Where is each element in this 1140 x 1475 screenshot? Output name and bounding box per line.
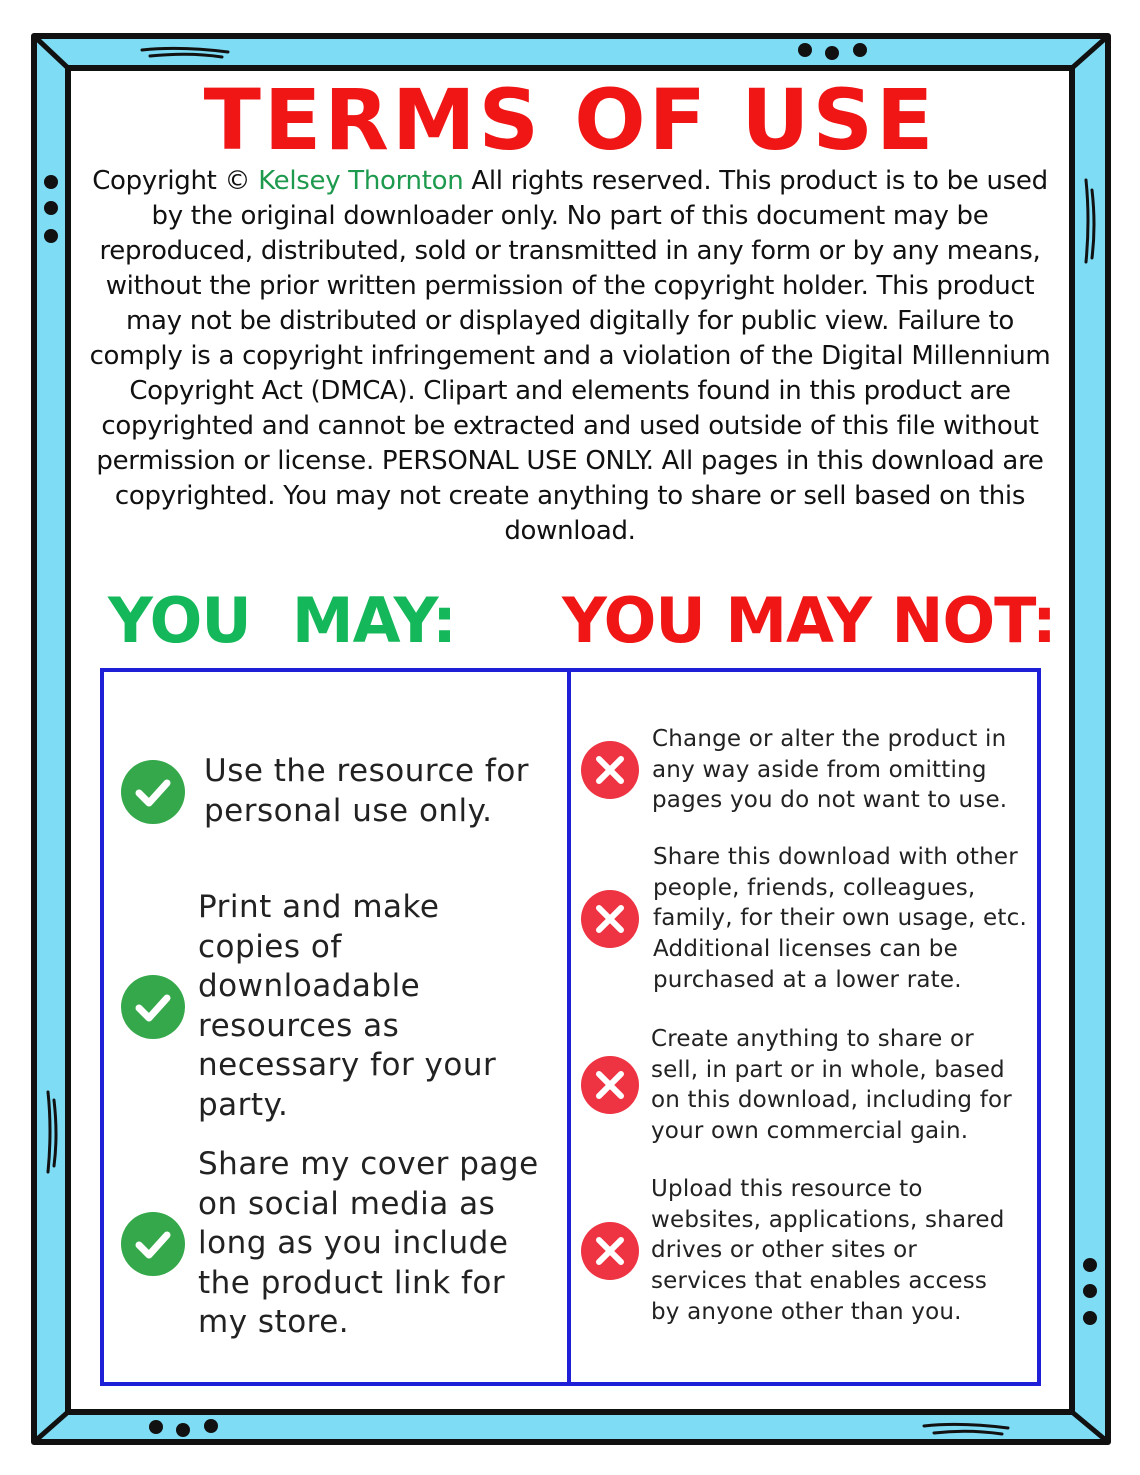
may-item [120,888,550,1125]
x-circle-icon [580,1055,640,1115]
may-not-item [580,842,1035,996]
may-not-item-text: Upload this resource to websites, applications, shared drives or other sites or services that enables access by anyone other than you. [651,1176,1005,1325]
may-item [120,1145,560,1343]
x-circle-icon [580,1221,640,1281]
copyright-body: All rights reserved. This product is to be used by the original downloader only. No part of this document may be reproduced, distributed, sold or transmitted in any form or by any means, without the prior written permission of the copyright holder. This product may not be distributed or displayed digitally for public view. Failure to comply is a copyright infringement and a violation of the Digital Millennium Copyright Act (DMCA). Clipart and elements found in this product are copyrighted and cannot be extracted and used outside of this file without permission or license. PERSONAL USE ONLY. All pages in this download are copyrighted. You may not create anything to share or sell based on this download. [89,166,1051,546]
copyright-notice [80,164,1060,549]
check-circle-icon [120,759,186,825]
may-not-item-text: Change or alter the product in any way aside from omitting pages you do not want to use. [652,726,1008,814]
frame-dots-left [44,175,58,243]
may-item-text: Share my cover page on social media as long as you include the product link for my store. [198,1146,539,1340]
may-not-item [580,1174,1030,1328]
may-item-text: Print and make copies of downloadable resources as necessary for your party. [198,889,497,1123]
may-not-item-text: Share this download with other people, friends, colleagues, family, for their own usage, etc. Additional licenses can be purchased at a lower rate. [653,844,1027,993]
copyright-author: Kelsey Thornton [258,166,464,196]
x-circle-icon [580,740,640,800]
you-may-heading: YOU MAY: [108,584,456,657]
may-not-item [580,1024,1030,1147]
frame-dots-right [1083,1258,1097,1325]
copyright-prefix: Copyright © [92,166,259,196]
column-divider [567,668,571,1386]
may-not-item-text: Create anything to share or sell, in part or in whole, based on this download, including for your own commercial gain. [651,1026,1012,1145]
you-may-not-heading: YOU MAY NOT: [562,584,1056,657]
check-circle-icon [120,974,186,1040]
x-circle-icon [580,889,640,949]
may-not-item [580,724,1030,816]
may-item [120,752,550,831]
check-circle-icon [120,1211,186,1277]
page-title: TERMS OF USE [203,71,937,169]
may-item-text: Use the resource for personal use only. [204,753,530,829]
